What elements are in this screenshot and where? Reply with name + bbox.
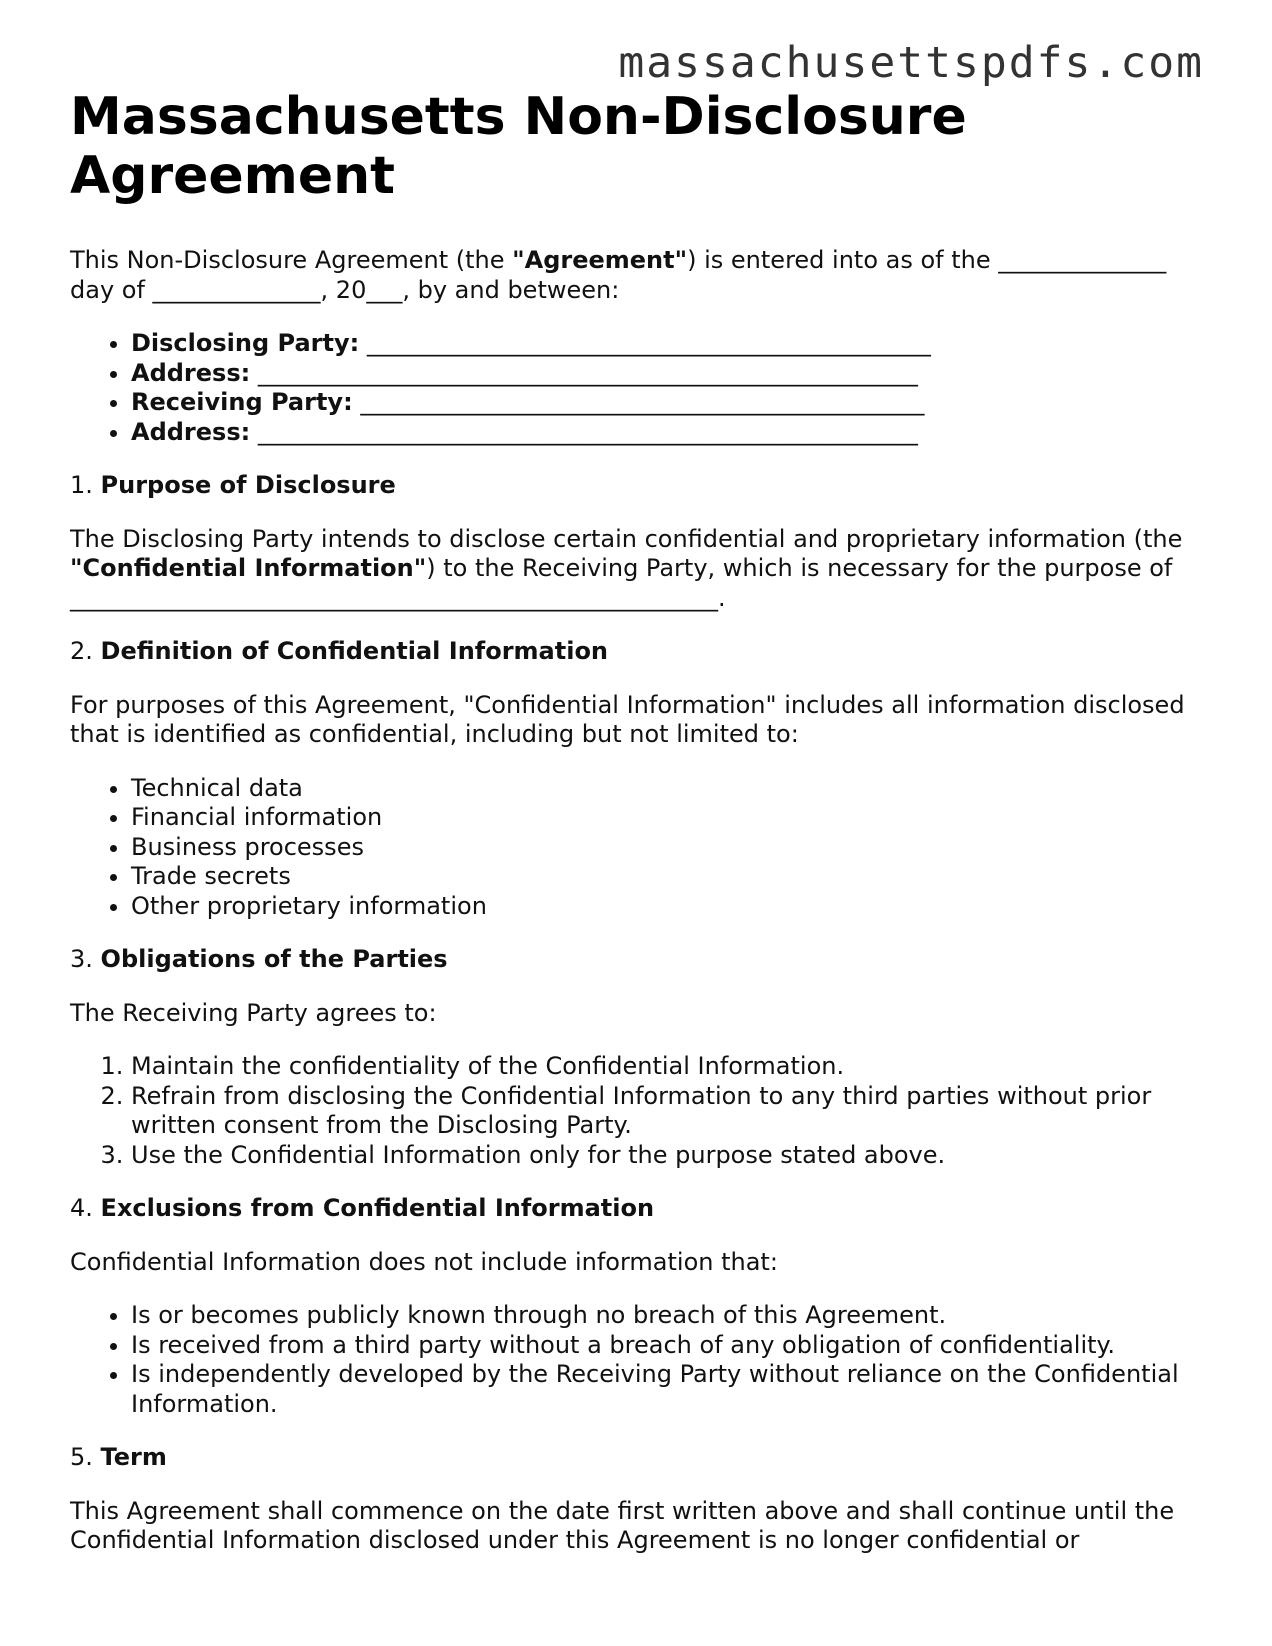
list-item: • Business processes	[131, 833, 1210, 863]
document-title: Massachusetts Non-Disclosure Agreement	[70, 87, 967, 206]
field-disclosing-address	[131, 359, 1210, 389]
list-item: • Is or becomes publicly known through no breach of this Agreement.	[131, 1301, 1210, 1331]
field-label: Address:	[131, 358, 251, 387]
section-number: 2.	[70, 637, 93, 665]
field-receiving-party	[131, 388, 1210, 418]
section-heading-definition	[70, 637, 1210, 667]
list-item: • Technical data	[131, 774, 1210, 804]
section-title: Obligations of the Parties	[100, 945, 448, 973]
section-heading-purpose	[70, 471, 1210, 501]
section-body-exclusions: Confidential Information does not include information that:	[70, 1247, 778, 1276]
intro-text-before: This Non-Disclosure Agreement (the	[70, 246, 513, 274]
definition-items-list	[70, 774, 1210, 922]
section-number: 4.	[70, 1194, 93, 1222]
field-blank: _______________________________________________________	[257, 417, 918, 446]
intro-text-after: ) is entered into as of the ______________ day of ______________, 20___, by and between:	[70, 246, 1167, 304]
document-page	[70, 88, 1210, 1556]
field-label: Disclosing Party:	[131, 329, 360, 357]
list-item: • Financial information	[131, 803, 1210, 833]
field-disclosing-party	[131, 329, 1210, 359]
field-blank: _______________________________________________	[366, 329, 931, 357]
section-number: 5.	[70, 1443, 93, 1471]
list-item: • Is received from a third party without a breach of any obligation of confidentiality.	[131, 1331, 1210, 1361]
list-item: • Other proprietary information	[131, 892, 1210, 922]
section-body-term: "Confidential Information"	[70, 554, 427, 582]
section-title: Exclusions from Confidential Information	[100, 1194, 655, 1222]
field-blank: _______________________________________________	[360, 388, 925, 416]
intro-paragraph	[70, 246, 1210, 305]
section-body-after: ) to the Receiving Party, which is necessary for the purpose of ______________________________________________________.	[70, 554, 1173, 612]
obligations-list	[70, 1052, 1210, 1170]
section-number: 3.	[70, 945, 93, 973]
field-label: Address:	[131, 417, 251, 446]
list-item: • Trade secrets	[131, 862, 1210, 892]
section-number: 1.	[70, 471, 93, 499]
party-fields-list	[70, 329, 1210, 447]
field-blank: _______________________________________________________	[257, 358, 918, 387]
list-item: 3. Use the Confidential Information only for the purpose stated above.	[131, 1141, 1210, 1171]
section-body-definition: For purposes of this Agreement, "Confidential Information" includes all information disclosed that is identified as confidential, including but not limited to:	[70, 690, 1185, 748]
exclusions-list	[70, 1301, 1210, 1419]
section-title: Purpose of Disclosure	[100, 471, 396, 499]
section-body-purpose	[70, 525, 1210, 614]
section-body-obligations: The Receiving Party agrees to:	[70, 998, 437, 1027]
section-title: Definition of Confidential Information	[100, 637, 609, 665]
list-item: 2. Refrain from disclosing the Confidential Information to any third parties without prior written consent from the Disclosing Party.	[131, 1082, 1210, 1141]
section-body-term: This Agreement shall commence on the date first written above and shall continue until the Confidential Information disclosed under this Agreement is no longer confidential or	[70, 1496, 1175, 1554]
list-item: • Is independently developed by the Receiving Party without reliance on the Confidential Information.	[131, 1360, 1210, 1419]
intro-agreement-term: "Agreement"	[512, 246, 688, 274]
field-label: Receiving Party:	[131, 388, 353, 416]
site-watermark: massachusettspdfs.com	[618, 38, 1204, 88]
list-item: 1. Maintain the confidentiality of the Confidential Information.	[131, 1052, 1210, 1082]
field-receiving-address	[131, 418, 1210, 448]
section-heading-obligations	[70, 945, 1210, 975]
section-heading-term	[70, 1443, 1210, 1473]
section-heading-exclusions	[70, 1194, 1210, 1224]
section-body-before: The Disclosing Party intends to disclose certain confidential and proprietary information (the	[70, 524, 1183, 553]
section-title: Term	[100, 1443, 167, 1471]
